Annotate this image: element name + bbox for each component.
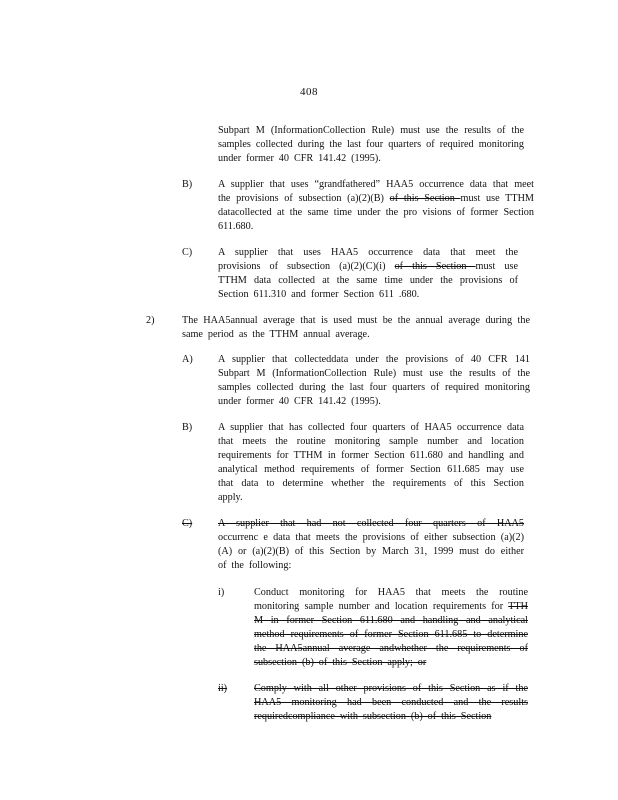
item1-b-text bbox=[218, 178, 534, 234]
item2-label: 2) bbox=[146, 315, 155, 326]
item2-b-label: B) bbox=[182, 422, 193, 433]
intro-continuation: Subpart M (InformationCollection Rule) must use the results of the samples collected during the last four quarters of required monitoring under former 40 CFR 141.42 (1995). bbox=[218, 125, 524, 164]
item2-c-rest: occurrenc e data that meets the provisions of either subsection (a)(2)(A) or (a)(2)(B) of this Section by March 31, 1999 must do either of the following: bbox=[218, 532, 524, 571]
item2-a-label: A) bbox=[182, 354, 193, 365]
item2-c-i-plain: Conduct monitoring for HAA5 that meets the routine monitoring sample number and location requirements for bbox=[254, 587, 528, 612]
item2-c-text bbox=[218, 517, 524, 573]
item2-c-struck-line: A supplier that had not collected four quarters of HAA5 bbox=[218, 518, 524, 529]
item2-c-label: C) bbox=[182, 518, 193, 529]
item2-a-text: A supplier that collecteddata under the provisions of 40 CFR 141 Subpart M (InformationCollection Rule) must use the results of the samples collected during the last four quarters of required monitoring under former 40 CFR 141.42 (1995). bbox=[218, 354, 530, 407]
page-number: 408 bbox=[300, 86, 318, 98]
item1-c-struck: of this Section bbox=[394, 261, 476, 272]
item2-text: The HAA5annual average that is used must be the annual average during the same period as the TTHM annual average. bbox=[182, 315, 530, 340]
item2-c-ii-label: ii) bbox=[218, 683, 228, 694]
item2-c-ii-text: Comply with all other provisions of this Section as if the HAA5 monitoring had been conducted and the results requiredcompliance with subsection (b) of this Section bbox=[254, 683, 528, 722]
item1-b-text-part1: A supplier that uses “grandfathered” HAA5 occurrence data that meet the provisions of subsection (a)(2)(B) bbox=[218, 179, 534, 204]
item1-c-text bbox=[218, 246, 518, 302]
item1-c-label: C) bbox=[182, 247, 193, 258]
item1-b-label: B) bbox=[182, 179, 193, 190]
item2-c-i-text bbox=[254, 586, 528, 670]
item2-c-i-struck: TTH M in former Section 611.680 and handling and analytical method requirements of former Section 611.685 to determine the HAA5annual average andwhether the requirements of subsection (b) of this Section apply; or bbox=[254, 601, 528, 668]
item1-c-text-part1: A supplier that uses HAA5 occurrence data that meet the provisions of subsection (a)(2)(C)(i) bbox=[218, 247, 518, 272]
item2-c-i-label: i) bbox=[218, 587, 225, 598]
item1-b-text-part2: must use TTHM datacollected at the same time under the pro visions of former Section 611.680. bbox=[218, 193, 534, 232]
item1-b-struck: of this Section bbox=[389, 193, 461, 204]
item2-b-text: A supplier that has collected four quarters of HAA5 occurrence data that meets the routine monitoring sample number and location requirements for TTHM in former Section 611.680 and handling and analytical method requirements of former Section 611.685 may use that data to determine whether the requirements of this Section apply. bbox=[218, 422, 524, 503]
item1-c-text-part2: must use TTHM data collected at the same time under the provisions of Section 611.310 and former Section 611 .680. bbox=[218, 261, 518, 300]
